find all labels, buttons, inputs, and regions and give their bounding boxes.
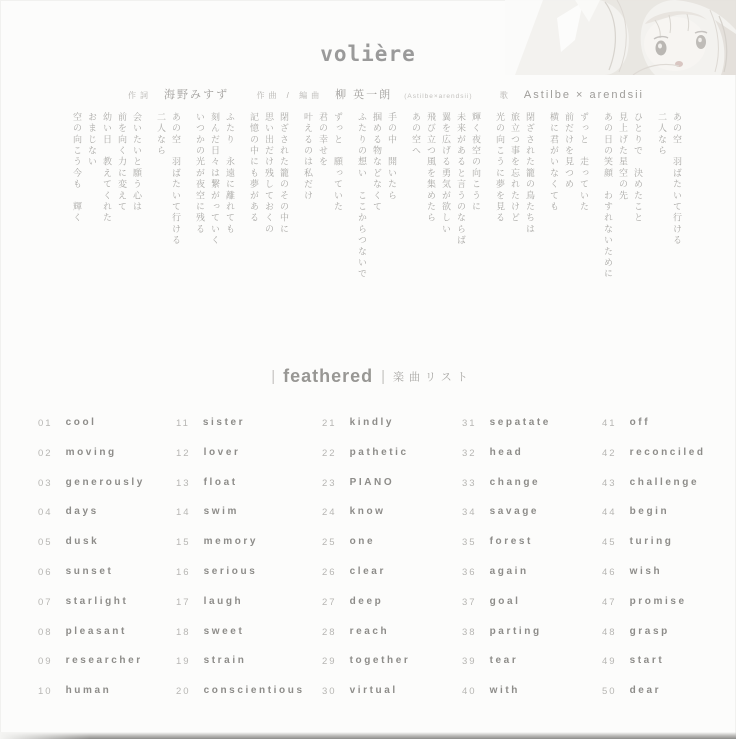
track-title: grasp — [629, 625, 670, 637]
track-title: head — [489, 446, 524, 458]
track-number: 06 — [38, 566, 53, 578]
lyric-line: 刻んだ日々は繋がっていく — [210, 112, 220, 247]
track-number: 25 — [322, 537, 337, 549]
track-row — [38, 655, 145, 685]
track-row — [176, 447, 305, 477]
lyric-line: 君の幸せを — [318, 112, 328, 168]
track-row — [176, 417, 305, 447]
lyric-line: おまじない — [87, 112, 97, 168]
lyric-line: 掴める物などなくて — [372, 112, 382, 213]
track-number: 02 — [38, 447, 53, 459]
track-list — [0, 417, 736, 727]
track-row — [322, 477, 410, 507]
track-number: 30 — [322, 686, 337, 698]
lyric-stanza — [354, 112, 399, 308]
track-row — [602, 506, 706, 536]
lyric-stanza — [408, 112, 483, 308]
track-number: 50 — [602, 686, 617, 698]
track-row — [462, 477, 551, 507]
track-row — [602, 566, 706, 596]
track-title: begin — [629, 506, 670, 518]
lyric-line: 空の向こう今も 輝く — [72, 112, 82, 224]
track-row — [602, 685, 706, 715]
track-number: 11 — [176, 418, 190, 429]
track-row — [462, 655, 551, 685]
lyric-line: 輝く夜空の向こうに — [471, 112, 481, 213]
lyric-line: いつかの光が夜空に残る — [195, 112, 205, 236]
track-number: 41 — [602, 418, 617, 429]
track-row — [176, 506, 305, 536]
lyric-line: 叶えるのは私だけ — [303, 112, 313, 202]
track-title: sepatate — [489, 417, 551, 428]
lyric-line: 閉ざされた籠のその中に — [279, 112, 289, 236]
track-column — [602, 417, 706, 715]
track-number: 09 — [38, 656, 53, 668]
track-row — [322, 417, 410, 447]
track-number: 04 — [38, 507, 53, 519]
track-number: 35 — [462, 537, 477, 549]
composer-note: (Astilbe×arendsii) — [404, 93, 473, 100]
track-number: 31 — [462, 418, 477, 429]
lyric-stanza — [546, 112, 591, 308]
lyric-line: 思い出だけ残しておくの — [264, 112, 274, 236]
vocal-role-label: 歌 — [499, 91, 512, 100]
lyricist-role-label: 作詞 — [128, 91, 152, 100]
track-row — [322, 536, 410, 566]
track-row — [176, 655, 305, 685]
tracklist-bar-right: | — [381, 368, 386, 385]
track-title: savage — [489, 506, 540, 518]
track-row — [462, 417, 551, 447]
track-row — [38, 447, 145, 477]
track-number: 13 — [176, 477, 191, 489]
lyric-stanza — [654, 112, 684, 308]
track-title: laugh — [203, 595, 244, 607]
track-title: clear — [349, 565, 386, 577]
lyric-stanza — [300, 112, 345, 308]
track-number: 29 — [322, 656, 337, 668]
track-title: swim — [203, 506, 239, 518]
lyric-line: 手の中 開いたら — [387, 112, 397, 202]
credit-lyricist — [128, 86, 229, 102]
track-number: 23 — [322, 477, 337, 489]
track-title: sister — [202, 417, 246, 428]
track-row — [38, 566, 145, 596]
track-number: 24 — [322, 507, 337, 519]
track-number: 39 — [462, 656, 477, 668]
track-number: 46 — [602, 566, 617, 578]
track-row — [602, 417, 706, 447]
page-edge-shadow — [0, 732, 736, 739]
track-title: forest — [489, 536, 533, 548]
lyric-line: 会いたいと願う心は — [132, 112, 142, 213]
track-number: 22 — [322, 447, 337, 459]
track-title: turing — [629, 536, 674, 548]
track-row — [38, 417, 145, 447]
track-title: cool — [65, 417, 97, 428]
track-number: 49 — [602, 656, 617, 668]
track-row — [322, 566, 410, 596]
track-title: serious — [203, 565, 258, 577]
track-title: pleasant — [65, 625, 127, 637]
track-number: 08 — [38, 626, 53, 638]
track-title: goal — [489, 595, 521, 607]
lyric-line: 翼を広げる勇気が欲しい — [441, 112, 451, 236]
composer-role-label: 作曲 / 編曲 — [256, 91, 324, 100]
tracklist-title: feathered — [283, 366, 374, 386]
track-number: 27 — [322, 596, 337, 608]
lyrics-block — [60, 112, 684, 308]
track-title: together — [349, 655, 411, 667]
track-title: one — [349, 536, 376, 548]
track-row — [322, 626, 410, 656]
lyric-stanza — [492, 112, 537, 308]
track-number: 34 — [462, 507, 477, 519]
track-title: researcher — [65, 655, 143, 667]
track-row — [176, 566, 305, 596]
track-row — [176, 626, 305, 656]
track-number: 42 — [602, 447, 617, 459]
track-column — [322, 417, 410, 715]
lyric-stanza — [600, 112, 645, 308]
track-number: 05 — [38, 537, 53, 549]
track-title: moving — [65, 446, 117, 458]
track-title: deep — [349, 595, 384, 607]
track-number: 44 — [602, 507, 617, 519]
credit-vocal — [500, 89, 644, 101]
track-row — [462, 506, 551, 536]
lyric-stanza — [153, 112, 183, 308]
track-title: change — [489, 476, 541, 488]
track-title: virtual — [349, 685, 398, 697]
track-title: starlight — [65, 595, 129, 607]
track-row — [602, 536, 706, 566]
track-number: 32 — [462, 447, 477, 459]
track-row — [462, 536, 551, 566]
track-row — [602, 477, 706, 507]
lyric-line: 光の向こうに夢を見る — [495, 112, 505, 224]
track-title: start — [629, 655, 665, 667]
track-title: again — [489, 565, 529, 577]
track-number: 43 — [602, 477, 617, 489]
track-number: 37 — [462, 596, 477, 608]
lyric-line: ずっと 願っていた — [333, 112, 343, 213]
track-number: 47 — [602, 596, 617, 608]
track-title: reconciled — [629, 446, 706, 458]
track-row — [38, 596, 145, 626]
track-row — [602, 596, 706, 626]
track-number: 36 — [462, 566, 477, 578]
track-title: with — [489, 685, 520, 697]
track-row — [38, 477, 145, 507]
track-number: 26 — [322, 566, 337, 578]
track-column — [38, 417, 145, 715]
lyric-line: ずっと 走っていた — [579, 112, 589, 213]
track-number: 14 — [176, 507, 191, 519]
track-row — [176, 536, 305, 566]
lyric-line: ふたり 永遠に離れても — [225, 112, 235, 236]
lyric-line: ふたりの想い ここからつないで — [357, 112, 367, 280]
track-title: sweet — [203, 625, 245, 637]
composer-name: 柳 英一朗 — [335, 89, 393, 101]
track-title: kindly — [349, 417, 395, 428]
lyric-line: 横に君がいなくても — [549, 112, 559, 213]
track-title: days — [65, 506, 99, 518]
track-number: 16 — [176, 566, 191, 578]
tracklist-subtitle: 楽曲リスト — [393, 371, 473, 384]
track-number: 10 — [38, 686, 53, 698]
track-row — [322, 447, 410, 477]
track-row — [462, 447, 551, 477]
track-number: 28 — [322, 626, 337, 638]
song-title: volière — [320, 42, 416, 66]
track-number: 01 — [38, 418, 53, 429]
lyric-line: 飛び立つ風を集めたら — [426, 112, 436, 224]
track-title: promise — [629, 595, 687, 607]
lyric-line: 幼い日 教えてくれた — [102, 112, 112, 224]
track-number: 12 — [176, 447, 191, 459]
track-column — [462, 417, 551, 715]
lyric-line: あの日の笑顔 わすれないために — [603, 112, 613, 280]
track-title: PIANO — [349, 476, 395, 488]
track-title: lover — [203, 446, 241, 458]
lyric-stanza — [246, 112, 291, 308]
track-number: 45 — [602, 537, 617, 549]
track-number: 21 — [322, 418, 337, 429]
lyric-line: 前だけを見つめ — [564, 112, 574, 191]
track-title: dusk — [65, 536, 100, 548]
track-number: 19 — [176, 656, 191, 668]
lyric-line: 見上げた星空の先 — [618, 112, 628, 202]
lyric-stanza — [192, 112, 237, 308]
track-title: parting — [489, 625, 542, 637]
track-title: conscientious — [203, 685, 305, 697]
track-column — [176, 417, 305, 715]
track-row — [322, 685, 410, 715]
track-number: 03 — [38, 477, 53, 489]
track-number: 15 — [176, 537, 191, 549]
lyric-line: 旅立つ事を忘れたけど — [510, 112, 520, 224]
lyric-line: 二人なら — [156, 112, 166, 157]
track-row — [322, 655, 410, 685]
track-title: reach — [349, 625, 390, 637]
track-row — [602, 447, 706, 477]
credits-row — [128, 86, 644, 102]
tracklist-header — [0, 366, 736, 387]
vocal-name: Astilbe × arendsii — [523, 89, 644, 101]
track-title: float — [203, 476, 238, 488]
credit-composer — [256, 86, 472, 102]
track-number: 07 — [38, 596, 53, 608]
track-title: know — [349, 506, 386, 518]
track-number: 48 — [602, 626, 617, 638]
lyric-line: あの空へ — [411, 112, 421, 157]
track-number: 38 — [462, 626, 477, 638]
track-number: 40 — [462, 686, 477, 698]
lyric-stanza — [69, 112, 144, 308]
track-number: 17 — [176, 596, 191, 608]
lyric-line: ひとりで 決めたこと — [633, 112, 643, 224]
track-number: 20 — [176, 686, 191, 698]
tracklist-bar-left: | — [271, 368, 276, 385]
lyric-line: 二人なら — [657, 112, 667, 157]
page-edge-fade — [0, 732, 90, 739]
track-title: memory — [203, 536, 259, 548]
track-row — [38, 506, 145, 536]
lyric-line: 未来があると言うのならば — [456, 112, 466, 247]
track-title: off — [629, 417, 651, 428]
track-row — [602, 655, 706, 685]
track-title: pathetic — [349, 446, 409, 458]
track-row — [322, 506, 410, 536]
track-row — [176, 477, 305, 507]
track-title: human — [65, 685, 112, 697]
track-title: strain — [203, 655, 247, 667]
track-row — [602, 626, 706, 656]
track-row — [38, 685, 145, 715]
track-title: wish — [629, 565, 663, 577]
track-number: 33 — [462, 477, 477, 489]
track-number: 18 — [176, 626, 191, 638]
track-row — [38, 626, 145, 656]
track-row — [462, 566, 551, 596]
lyricist-name: 海野みすず — [164, 89, 230, 101]
track-row — [462, 685, 551, 715]
track-title: challenge — [629, 476, 700, 488]
track-title: sunset — [65, 565, 114, 577]
lyric-line: 閉ざされた籠の鳥たちは — [525, 112, 535, 236]
track-row — [176, 685, 305, 715]
track-row — [462, 626, 551, 656]
lyric-line: あの空 羽ばたいて行ける — [672, 112, 682, 247]
lyric-line: あの空 羽ばたいて行ける — [171, 112, 181, 247]
track-title: generously — [65, 476, 145, 488]
lyric-line: 前を向く力に変えて — [117, 112, 127, 213]
track-title: dear — [629, 685, 662, 697]
lyric-line: 記憶の中にも夢がある — [249, 112, 259, 224]
track-row — [322, 596, 410, 626]
track-title: tear — [489, 655, 519, 667]
track-row — [462, 596, 551, 626]
track-row — [38, 536, 145, 566]
track-row — [176, 596, 305, 626]
